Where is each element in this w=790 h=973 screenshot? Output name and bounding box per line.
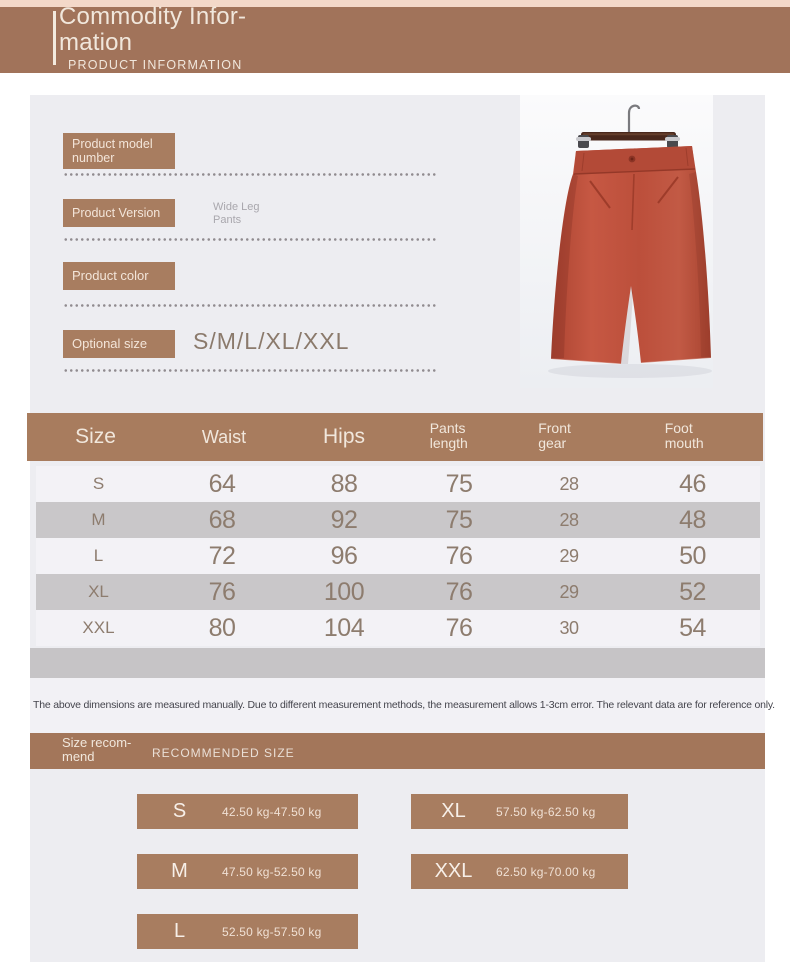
dotted-divider (63, 171, 437, 176)
pants-button-center (631, 158, 634, 161)
page-title-line2: mation (59, 29, 133, 56)
cell-front-gear: 28 (559, 473, 579, 494)
page-title-line1: Commodity Infor- (59, 3, 247, 30)
column-header-pants-length-text: Pants length (429, 420, 468, 451)
page-title (59, 4, 246, 56)
size-recommend-banner (30, 733, 765, 769)
weight-range: 42.50 kg-47.50 kg (222, 804, 322, 819)
cell-hips: 104 (323, 613, 365, 642)
cell-front-gear: 29 (559, 545, 579, 566)
column-header-foot-mouth-text: Foot mouth (664, 420, 704, 451)
field-value-optional-size: S/M/L/XL/XXL (193, 328, 350, 354)
cell-foot-mouth: 48 (679, 505, 706, 534)
cell-pants-length: 76 (445, 613, 473, 642)
cell-hips: 100 (323, 577, 365, 606)
cell-front-gear: 28 (559, 509, 579, 530)
pants-photo-illustration (520, 95, 713, 388)
product-panel (30, 95, 775, 962)
page-subtitle: PRODUCT INFORMATION (68, 58, 243, 72)
cell-size: L (93, 546, 104, 565)
weight-range: 62.50 kg-70.00 kg (496, 864, 596, 879)
size-recommend-title-line1: Size recom- (62, 735, 132, 750)
pants-shadow (548, 364, 712, 378)
size-recommend-button-xl[interactable] (411, 794, 628, 829)
column-header-waist: Waist (201, 426, 247, 447)
cell-foot-mouth: 46 (679, 469, 706, 498)
field-label-product-model-number[interactable]: Product model number (63, 133, 175, 169)
size-letter: XL (441, 800, 466, 822)
cell-hips: 92 (330, 505, 358, 534)
cell-hips: 96 (330, 541, 358, 570)
table-row-l (36, 538, 760, 574)
column-header-foot-mouth (621, 421, 763, 453)
cell-waist: 80 (208, 613, 236, 642)
hanger-clip-left-metal (576, 137, 591, 141)
cell-waist: 72 (208, 541, 236, 570)
size-recommend-button-m[interactable] (137, 854, 358, 889)
size-recommend-button-xxl[interactable] (411, 854, 628, 889)
cell-size: XL (88, 582, 109, 601)
cell-size: XXL (82, 618, 115, 637)
size-recommend-subtitle: RECOMMENDED SIZE (152, 746, 295, 760)
hanger-clip-right (667, 135, 678, 148)
size-table-body (36, 466, 760, 646)
table-row-s (36, 466, 760, 502)
field-label-optional-size[interactable]: Optional size (63, 330, 175, 358)
column-header-front-gear (510, 421, 621, 453)
dotted-divider (63, 367, 437, 372)
cell-waist: 64 (208, 469, 236, 498)
cell-size: M (91, 510, 106, 529)
dotted-divider (63, 236, 437, 241)
weight-range: 47.50 kg-52.50 kg (222, 864, 322, 879)
table-footer-band (30, 648, 765, 678)
size-recommend-title (62, 736, 131, 764)
size-letter: S (172, 800, 187, 822)
dotted-divider (63, 302, 437, 307)
table-row-xxl (36, 610, 760, 646)
cell-foot-mouth: 54 (679, 613, 706, 642)
size-letter: L (173, 920, 186, 942)
weight-range: 57.50 kg-62.50 kg (496, 804, 596, 819)
product-photo (520, 95, 713, 388)
size-letter: XXL (434, 860, 473, 882)
column-header-pants-length (404, 421, 510, 453)
cell-hips: 88 (330, 469, 358, 498)
size-table-header (27, 413, 763, 461)
size-recommend-button-s[interactable] (137, 794, 358, 829)
column-header-hips: Hips (322, 425, 365, 448)
size-recommend-button-l[interactable] (137, 914, 358, 949)
cell-foot-mouth: 52 (679, 577, 706, 606)
cell-waist: 76 (208, 577, 236, 606)
table-row-xl (36, 574, 760, 610)
header-text (59, 4, 246, 72)
cell-front-gear: 30 (559, 617, 579, 638)
cell-pants-length: 75 (445, 469, 473, 498)
column-header-size: Size (75, 425, 116, 448)
cell-foot-mouth: 50 (679, 541, 706, 570)
field-label-product-color[interactable]: Product color (63, 262, 175, 290)
cell-pants-length: 76 (445, 541, 473, 570)
size-letter: M (171, 860, 188, 882)
weight-range: 52.50 kg-57.50 kg (222, 924, 322, 939)
cell-pants-length: 76 (445, 577, 473, 606)
header-vertical-bar (53, 11, 56, 65)
field-label-product-version[interactable]: Product Version (63, 199, 175, 227)
cell-front-gear: 29 (559, 581, 579, 602)
cell-waist: 68 (208, 505, 236, 534)
field-value-product-version: Wide Leg Pants (213, 201, 260, 226)
hanger-clip-right-metal (665, 137, 680, 141)
column-header-front-gear-text: Front gear (538, 420, 571, 451)
size-recommend-title-line2: mend (62, 749, 95, 764)
header-banner (0, 3, 790, 73)
cell-pants-length: 75 (445, 505, 473, 534)
table-row-m (36, 502, 760, 538)
hanger-bar-highlight (583, 133, 674, 135)
measurement-disclaimer: The above dimensions are measured manually. Due to different measurement methods, the measurement allows 1-3cm error. The relevant data are for reference only. (30, 678, 765, 733)
hanger-clip-left (578, 135, 589, 148)
cell-size: S (92, 474, 105, 493)
